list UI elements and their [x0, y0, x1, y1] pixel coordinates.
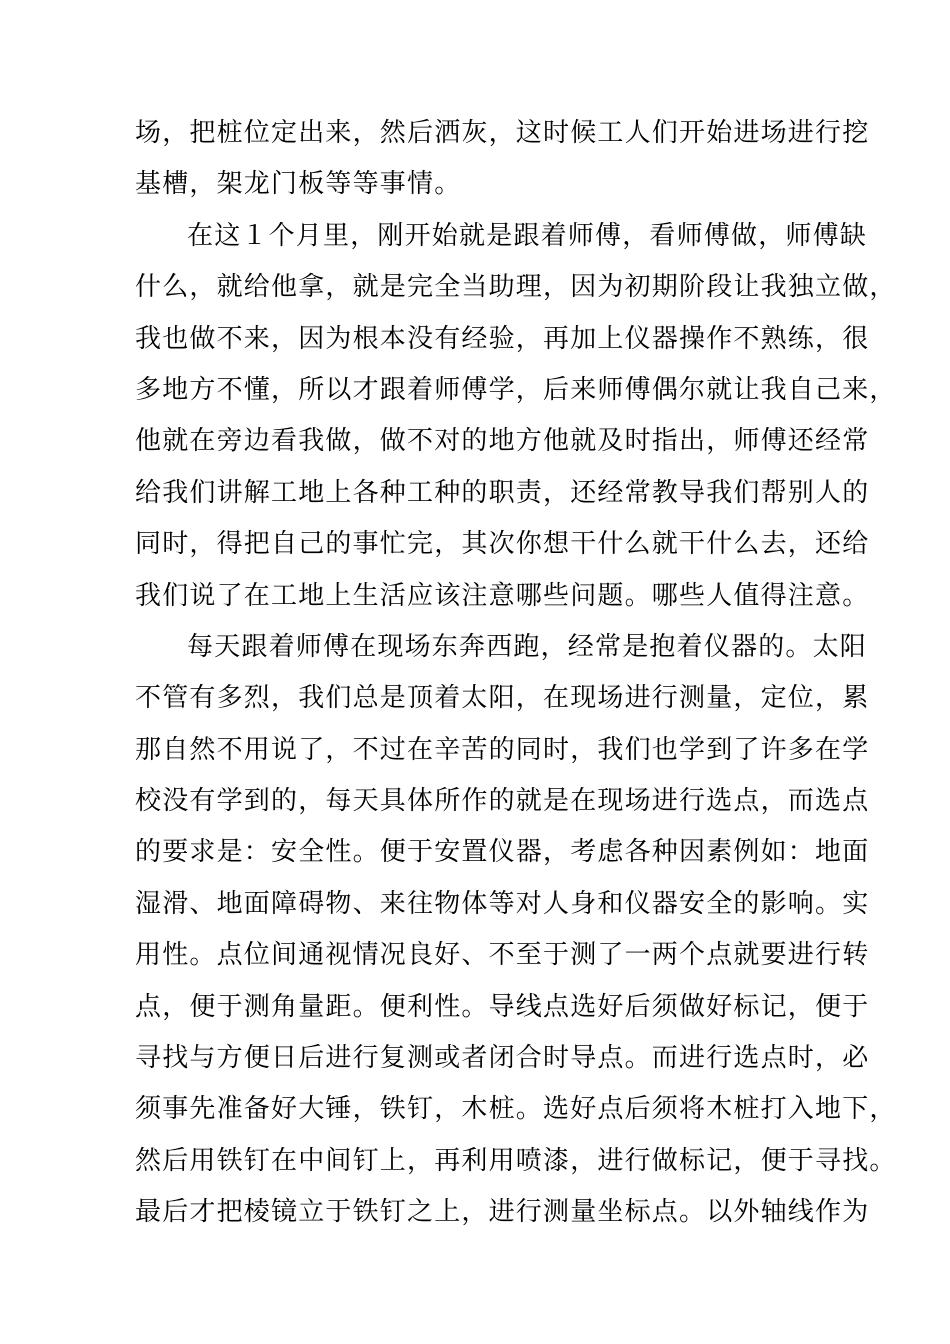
text-line: 寻找与方便日后进行复测或者闭合时导点。而进行选点时，必	[135, 1043, 870, 1074]
text-line: 用性。点位间通视情况良好、不至于测了一两个点就要进行转	[135, 940, 870, 971]
text-line: 基槽，架龙门板等等事情。	[135, 169, 462, 200]
text-line: 那自然不用说了，不过在辛苦的同时，我们也学到了许多在学	[135, 734, 870, 765]
text-line: 须事先准备好大锤，铁钉，木桩。选好点后须将木桩打入地下，	[135, 1094, 897, 1125]
document-body	[135, 108, 897, 1239]
text-line: 点，便于测角量距。便利性。导线点选好后须做好标记，便于	[135, 991, 870, 1022]
text-line: 给我们讲解工地上各种工种的职责，还经常教导我们帮别人的	[135, 477, 870, 508]
text-line: 同时，得把自己的事忙完，其次你想干什么就干什么去，还给	[135, 529, 870, 560]
text-line: 我也做不来，因为根本没有经验，再加上仪器操作不熟练，很	[135, 323, 870, 354]
text-line: 最后才把棱镜立于铁钉之上，进行测量坐标点。以外轴线作为	[135, 1197, 870, 1228]
text-line: 校没有学到的，每天具体所作的就是在现场进行选点，而选点	[135, 786, 870, 817]
text-line: 他就在旁边看我做，做不对的地方他就及时指出，师傅还经常	[135, 426, 870, 457]
text-line: 不管有多烈，我们总是顶着太阳，在现场进行测量，定位，累	[135, 683, 870, 714]
paragraph-start-line: 在这１个月里，刚开始就是跟着师傅，看师傅做，师傅缺	[187, 220, 868, 251]
text-line: 湿滑、地面障碍物、来往物体等对人身和仪器安全的影响。实	[135, 888, 870, 919]
text-line: 的要求是：安全性。便于安置仪器，考虑各种因素例如：地面	[135, 837, 870, 868]
text-line: 多地方不懂，所以才跟着师傅学，后来师傅偶尔就让我自己来，	[135, 374, 897, 405]
paragraph-start-line: 每天跟着师傅在现场东奔西跑，经常是抱着仪器的。太阳	[187, 631, 868, 662]
text-line: 我们说了在工地上生活应该注意哪些问题。哪些人值得注意。	[135, 580, 870, 611]
text-line: 场，把桩位定出来，然后洒灰，这时候工人们开始进场进行挖	[135, 118, 870, 148]
text-line: 然后用铁钉在中间钉上，再利用喷漆，进行做标记，便于寻找。	[135, 1145, 897, 1176]
text-line: 什么，就给他拿，就是完全当助理，因为初期阶段让我独立做，	[135, 272, 897, 303]
